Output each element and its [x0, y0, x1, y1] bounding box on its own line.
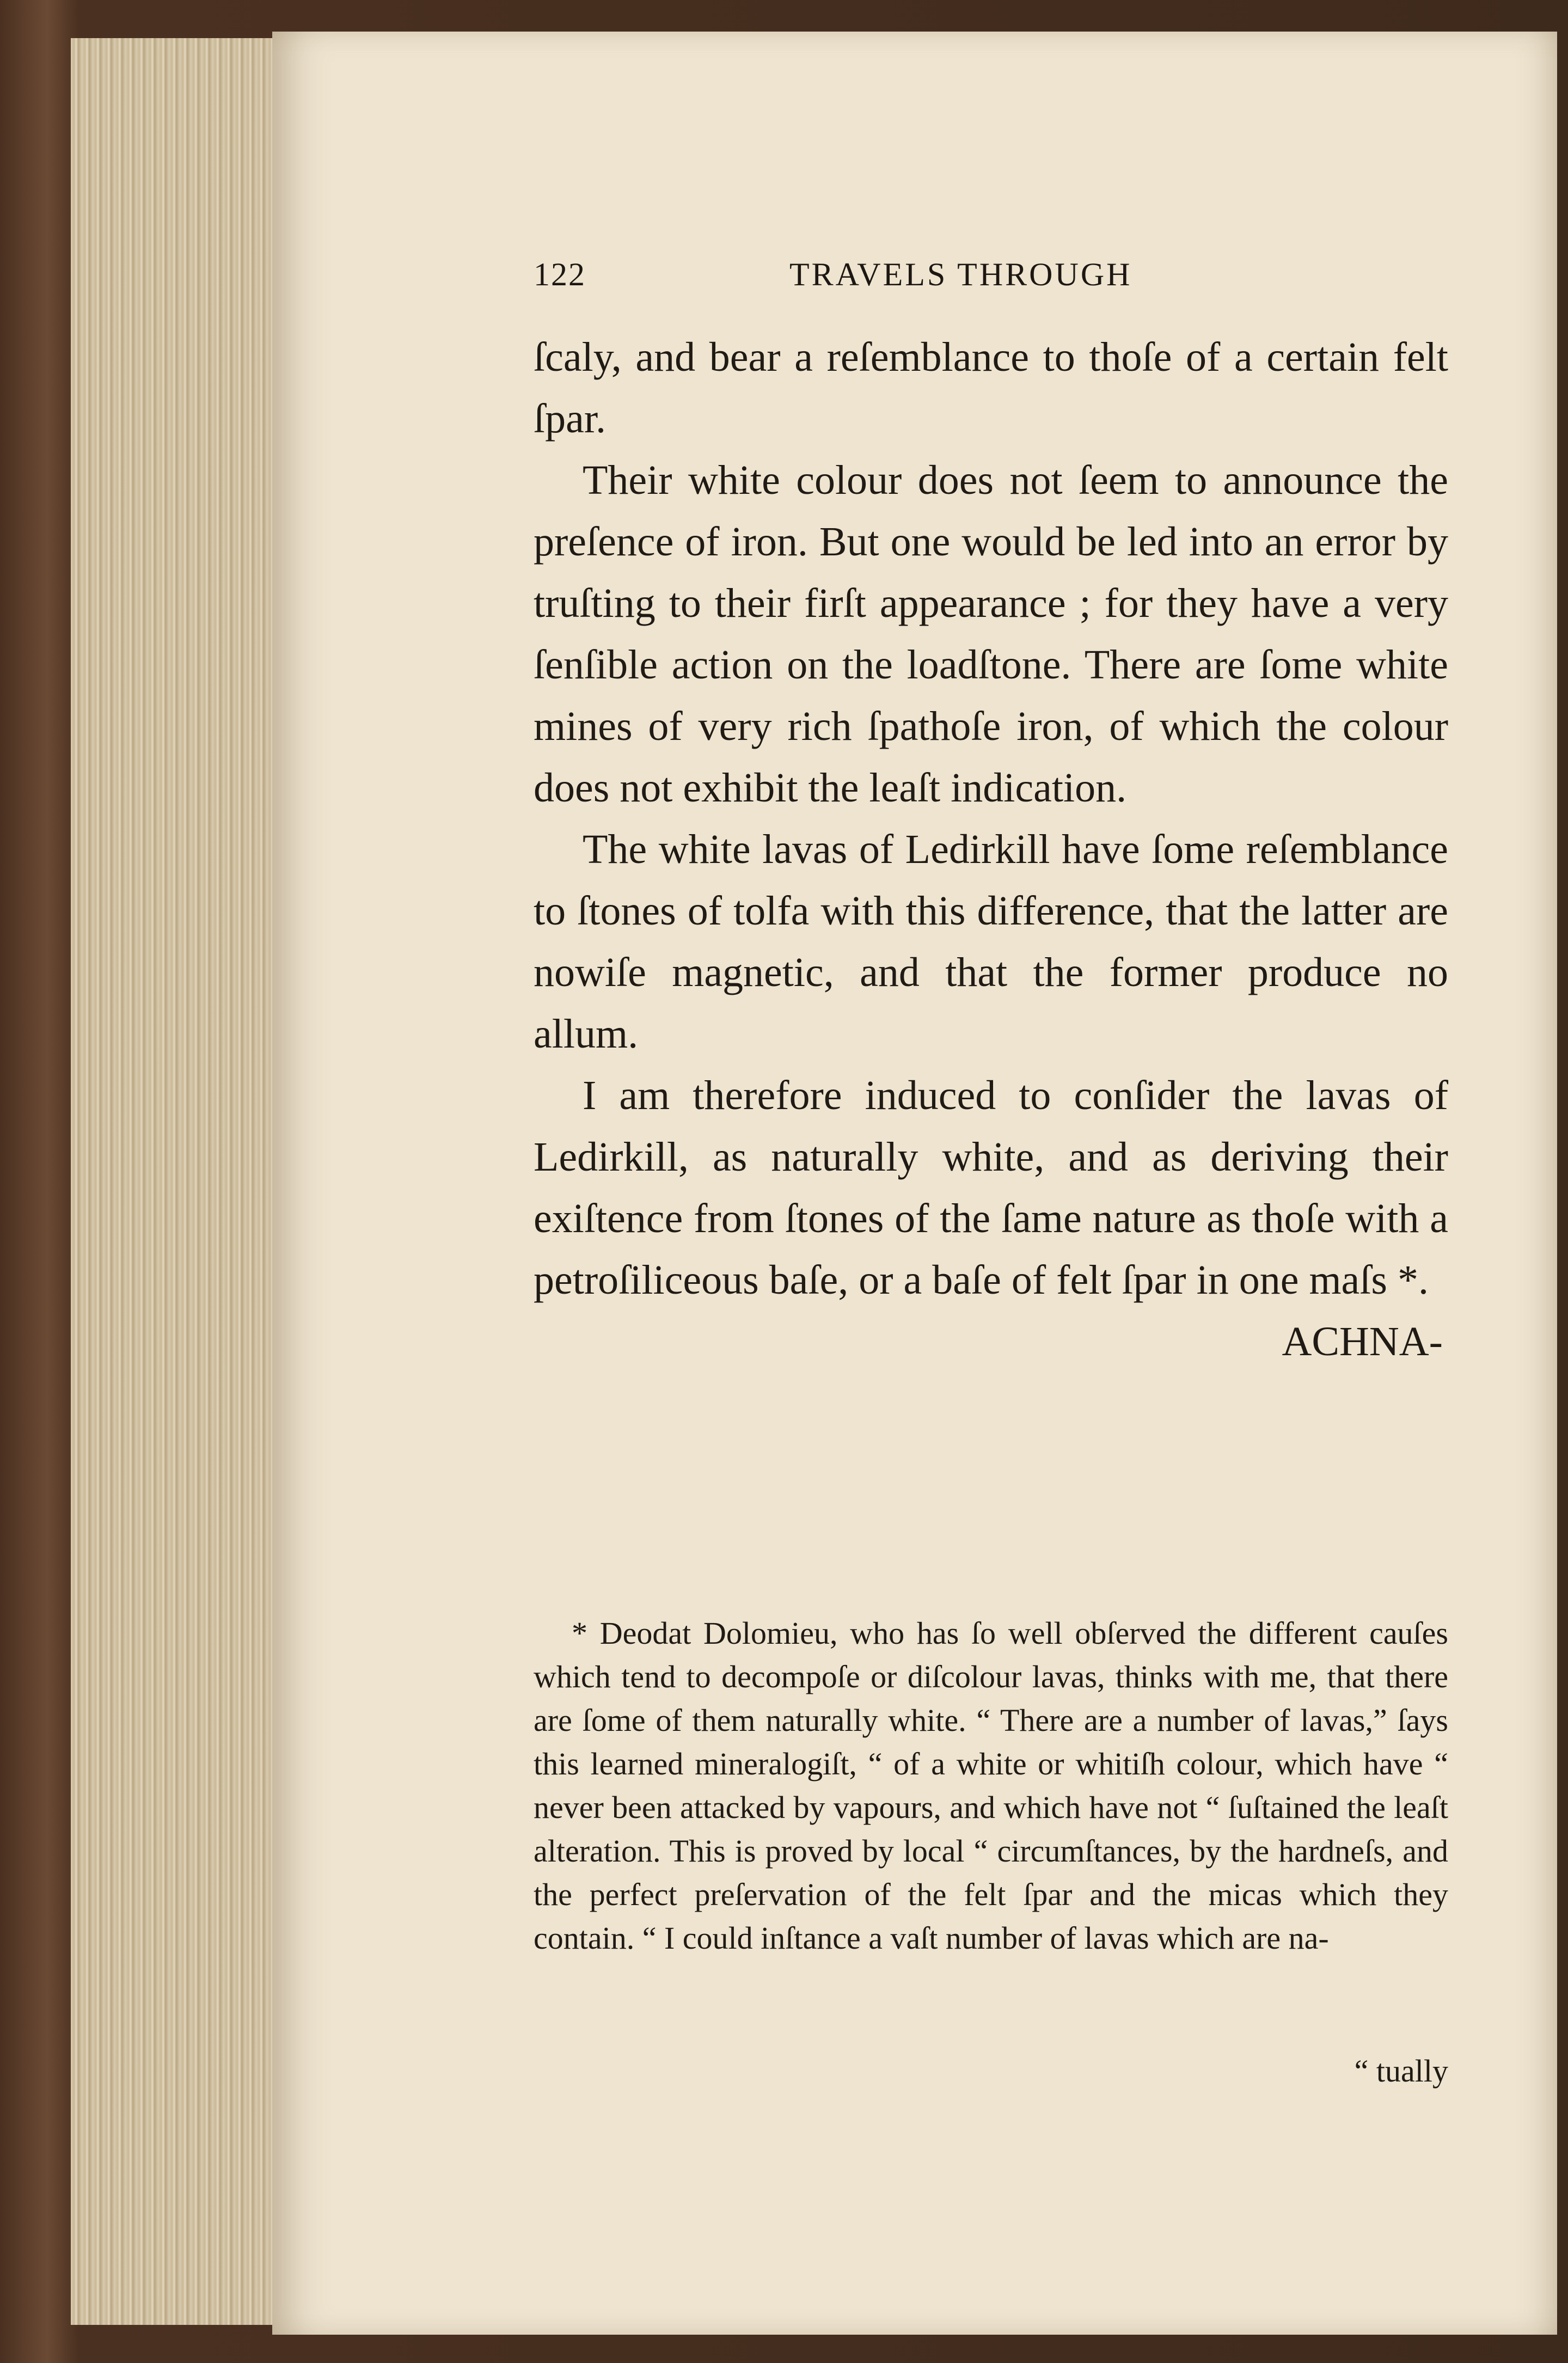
page-number: 122: [534, 256, 586, 292]
main-text: [534, 327, 1448, 1373]
paragraph-3: The white lavas of Ledirkill have ſome reſemblance to ſtones of tolfa with this difference, that the latter are nowiſe magnetic, and that the former produce no allum.: [534, 827, 1448, 1057]
footnote-catchword: “ tually: [1354, 2053, 1448, 2089]
paragraph-4: I am therefore induced to conſider the lavas of Ledirkill, as naturally white, and as deriving their exiſtence from ſtones of the ſame nature as thoſe with a petroſiliceous baſe, or a baſe of felt ſpar in one maſs *.: [534, 1073, 1448, 1303]
running-title: TRAVELS THROUGH: [789, 256, 1132, 292]
footnote: * Deodat Dolomieu, who has ſo well obſerved the different cauſes which tend to decompoſe or diſcolour lavas, thinks with me, that there are ſome of them naturally white. “ There are a number of lavas,” ſays this learned mineralogiſt, “ of a white or whitiſh colour, which have “ never been attacked by vapours, and which have not “ ſuſtained the leaſt alteration. This is proved by local “ circumſtances, by the hardneſs, and the perfect preſervation of the felt ſpar and the micas which they contain. “ I could inſtance a vaſt number of lavas which are na-: [534, 1615, 1448, 1956]
catchword: ACHNA-: [1282, 1319, 1443, 1364]
page-edges: [71, 38, 284, 2325]
paragraph-2: Their white colour does not ſeem to announce the preſence of iron. But one would be led into an error by truſting to their firſt appearance ; for they have a very ſenſible action on the loadſtone. There are ſome white mines of very rich ſpathoſe iron, of which the colour does not exhibit the leaſt indication.: [534, 457, 1448, 811]
running-head: [534, 256, 1459, 294]
paragraph-1: ſcaly, and bear a reſemblance to thoſe of a certain felt ſpar.: [534, 334, 1448, 442]
